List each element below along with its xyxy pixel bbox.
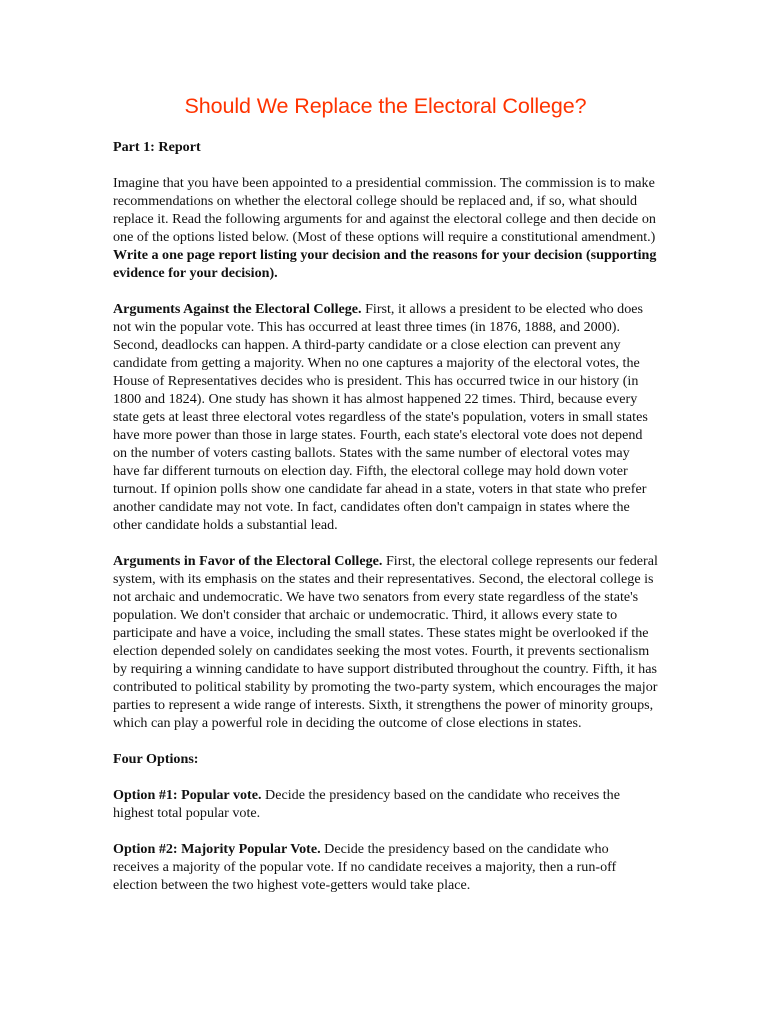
favor-paragraph — [113, 552, 658, 732]
favor-text: First, the electoral college represents our federal system, with its emphasis on the states and their representatives. Second, the electoral college is not archaic and undemocratic. We have two senators from every state regardless of the state's population. We don't consider that archaic or undemocratic. Third, it allows every state to participate and have a voice, including the small states. These states might be overlooked if the election depended solely on candidates seeking the most votes. Fourth, it prevents sectionalism by requiring a winning candidate to have support distributed throughout the country. Fifth, it has contributed to political stability by promoting the two-party system, which encourages the major parties to represent a wide range of interests. Sixth, it strengthens the power of minority groups, which can play a powerful role in deciding the outcome of close elections in states. — [113, 553, 658, 731]
against-paragraph — [113, 300, 658, 534]
option-2-text: Decide the presidency based on the candidate who receives a majority of the popular vote. If no candidate receives a majority, then a run-off election between the two highest vote-getters would take place. — [113, 841, 617, 893]
option-1-paragraph — [113, 786, 658, 822]
favor-heading: Arguments in Favor of the Electoral College. — [113, 553, 383, 569]
option-1-text: Decide the presidency based on the candidate who receives the highest total popular vote. — [113, 787, 620, 821]
options-heading: Four Options: — [113, 751, 199, 767]
option-2-paragraph — [113, 840, 658, 894]
document-title: Should We Replace the Electoral College? — [184, 94, 587, 118]
document-page — [113, 92, 658, 912]
option-2-label: Option #2: Majority Popular Vote. — [113, 841, 321, 857]
against-heading: Arguments Against the Electoral College. — [113, 301, 362, 317]
part1-heading: Part 1: Report — [113, 139, 201, 155]
option-1-label: Option #1: Popular vote. — [113, 787, 262, 803]
against-text: First, it allows a president to be elected who does not win the popular vote. This has occurred at least three times (in 1876, 1888, and 2000). Second, deadlocks can happen. A third-party candidate or a close election can prevent any candidate from getting a majority. When no one captures a majority of the electoral votes, the House of Representatives decides who is president. This has occurred twice in our history (in 1800 and 1824). One study has shown it has almost happened 22 times. Third, because every state gets at least three electoral votes regardless of the state's population, voters in small states have more power than those in large states. Fourth, each state's electoral vote does not depend on the number of voters casting ballots. States with the same number of electoral votes may have far different turnouts on election day. Fifth, the electoral college may hold down voter turnout. If opinion polls show one candidate far ahead in a state, voters in that state who prefer another candidate may not vote. In fact, candidates often don't campaign in states where the other candidate holds a substantial lead. — [113, 301, 648, 533]
intro-paragraph — [113, 174, 658, 282]
intro-instruction: Write a one page report listing your decision and the reasons for your decision (supporting evidence for your decision). — [113, 247, 657, 281]
intro-text: Imagine that you have been appointed to a presidential commission. The commission is to make recommendations on whether the electoral college should be replaced and, if so, what should replace it. Read the following arguments for and against the electoral college and then decide on one of the options listed below. (Most of these options will require a constitutional amendment.) — [113, 175, 656, 245]
